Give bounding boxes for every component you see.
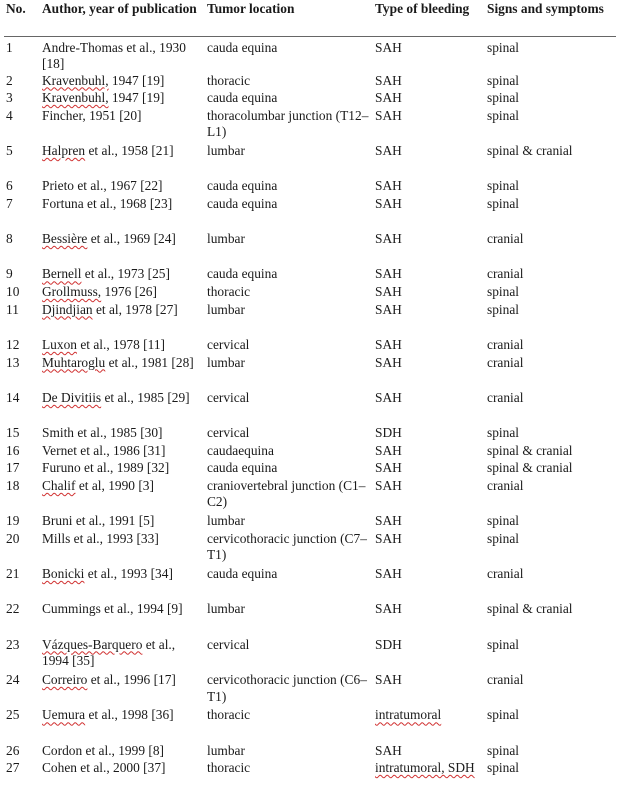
row-number: 16 xyxy=(6,442,20,458)
table-row xyxy=(4,707,616,742)
table-row xyxy=(4,284,616,302)
bleeding-type: SAH xyxy=(375,39,402,55)
author-cell xyxy=(40,601,205,636)
author-name: Vernet et al., xyxy=(42,442,110,458)
author-cell xyxy=(40,566,205,601)
author-cell xyxy=(40,513,205,531)
author-rest: 1976 [26] xyxy=(101,284,157,300)
author-name: Chalif xyxy=(42,477,76,493)
author-cell xyxy=(40,460,205,478)
author-cell xyxy=(40,637,205,672)
row-number: 22 xyxy=(6,601,20,617)
row-number: 3 xyxy=(6,90,13,106)
author-rest: 1999 [8] xyxy=(114,742,164,758)
author-name: Cummings et al., xyxy=(42,601,134,617)
author-rest: 1947 [19] xyxy=(108,90,165,106)
author-rest: 2000 [37] xyxy=(109,760,166,776)
signs-symptoms: spinal xyxy=(487,107,519,123)
author-name: Kravenbuhl, xyxy=(42,90,109,106)
table-row xyxy=(4,302,616,337)
signs-symptoms: spinal xyxy=(487,301,519,317)
author-name: Kravenbuhl, xyxy=(42,72,109,88)
author-rest: 1991 [5] xyxy=(105,513,155,529)
author-rest: 1951 [20] xyxy=(85,107,142,123)
row-number: 12 xyxy=(6,336,20,352)
bleeding-cell xyxy=(373,231,485,266)
row-number: 14 xyxy=(6,389,20,405)
signs-symptoms: spinal xyxy=(487,39,519,55)
author-cell xyxy=(40,743,205,761)
tumor-location: cauda equina xyxy=(207,266,278,282)
table-row xyxy=(4,513,616,531)
author-rest: et al, 1990 [3] xyxy=(75,477,154,493)
row-number: 9 xyxy=(6,266,13,282)
author-rest: et al., 1996 [17] xyxy=(87,672,176,687)
bleeding-cell xyxy=(373,302,485,337)
tumor-location: lumbar xyxy=(207,301,245,317)
signs-symptoms: cranial xyxy=(487,354,524,370)
bleeding-cell xyxy=(373,108,485,143)
table-row xyxy=(4,266,616,284)
bleeding-type: SAH xyxy=(375,389,402,405)
header-bleeding: Type of bleeding xyxy=(373,1,485,36)
author-rest: et al, 1978 [27] xyxy=(92,301,178,317)
row-number: 20 xyxy=(6,530,20,546)
bleeding-cell xyxy=(373,760,485,795)
tumor-location: cervical xyxy=(207,389,250,405)
signs-symptoms: spinal xyxy=(487,760,519,776)
bleeding-type: SAH xyxy=(375,142,402,158)
tumor-location: cauda equina xyxy=(207,90,278,106)
bleeding-type: SAH xyxy=(375,460,402,476)
signs-symptoms: cranial xyxy=(487,477,524,493)
tumor-location: thoracic xyxy=(207,284,251,300)
author-cell xyxy=(40,672,205,707)
table-row xyxy=(4,90,616,108)
author-cell xyxy=(40,231,205,266)
bleeding-type: SAH xyxy=(375,72,402,88)
header-row xyxy=(4,1,616,36)
table-row xyxy=(4,108,616,143)
tumor-location: cauda equina xyxy=(207,195,278,211)
table-row xyxy=(4,337,616,355)
bleeding-type: SAH xyxy=(375,530,402,546)
author-rest: et al., 1993 [34] xyxy=(84,566,173,582)
tumor-location: lumbar xyxy=(207,354,245,370)
tumor-location: lumbar xyxy=(207,742,245,758)
tumor-location: cervical xyxy=(207,336,250,352)
author-cell xyxy=(40,531,205,566)
row-number: 6 xyxy=(6,178,13,194)
author-rest: 1968 [23] xyxy=(116,195,173,211)
bleeding-cell xyxy=(373,601,485,636)
author-cell xyxy=(40,143,205,178)
tumor-location: cervical xyxy=(207,425,250,441)
bleeding-cell xyxy=(373,390,485,425)
row-number: 24 xyxy=(6,672,20,687)
bleeding-cell xyxy=(373,566,485,601)
row-number: 11 xyxy=(6,301,19,317)
tumor-location: thoracic xyxy=(207,707,251,723)
tumor-location: cauda equina xyxy=(207,39,278,55)
bleeding-cell xyxy=(373,637,485,672)
author-cell xyxy=(40,443,205,461)
signs-symptoms: cranial xyxy=(487,389,524,405)
author-name: Djindjian xyxy=(42,301,93,317)
author-cell xyxy=(40,337,205,355)
tumor-location: thoracolumbar junction (T12–L1) xyxy=(207,107,369,140)
table-body xyxy=(4,36,616,795)
row-number: 27 xyxy=(6,760,20,776)
row-number: 19 xyxy=(6,513,20,529)
author-rest: et al., 1994 [35] xyxy=(42,636,176,669)
tumor-location: thoracic xyxy=(207,760,251,776)
author-cell xyxy=(40,707,205,742)
bleeding-type: SDH xyxy=(375,425,402,441)
signs-symptoms: cranial xyxy=(487,231,524,247)
author-rest: et al., 1985 [29] xyxy=(101,389,190,405)
row-number: 15 xyxy=(6,425,20,441)
author-name: Prieto et al., xyxy=(42,178,107,194)
signs-symptoms: spinal xyxy=(487,530,519,546)
author-cell xyxy=(40,390,205,425)
bleeding-cell xyxy=(373,478,485,513)
author-cell xyxy=(40,266,205,284)
author-rest: 1989 [32] xyxy=(113,460,170,476)
table-row xyxy=(4,231,616,266)
header-location: Tumor location xyxy=(205,1,373,36)
author-cell xyxy=(40,108,205,143)
header-author: Author, year of publication xyxy=(40,1,205,36)
tumor-location: lumbar xyxy=(207,601,245,617)
author-name: Bruni et al., xyxy=(42,513,106,529)
author-cell xyxy=(40,355,205,390)
signs-symptoms: spinal & cranial xyxy=(487,142,573,158)
bleeding-cell xyxy=(373,425,485,443)
table-row xyxy=(4,355,616,390)
signs-symptoms: spinal & cranial xyxy=(487,442,573,458)
author-cell xyxy=(40,284,205,302)
signs-symptoms: spinal xyxy=(487,90,519,106)
bleeding-type: SAH xyxy=(375,336,402,352)
tumor-location: cauda equina xyxy=(207,178,278,194)
header-no: No. xyxy=(4,1,40,36)
row-number: 18 xyxy=(6,477,20,493)
tumor-location: cervicothoracic junction (C6–T1) xyxy=(207,672,367,704)
author-rest: 1930 [18] xyxy=(42,39,186,71)
table-row xyxy=(4,566,616,601)
author-name: Cordon et al., xyxy=(42,742,115,758)
table-row xyxy=(4,637,616,672)
bleeding-cell xyxy=(373,178,485,196)
bleeding-cell xyxy=(373,672,485,707)
author-name: Vázques-Barquero xyxy=(42,636,143,652)
author-name: Muhtaroglu xyxy=(42,354,106,370)
tumor-location: lumbar xyxy=(207,231,245,247)
tumor-location: lumbar xyxy=(207,513,245,529)
author-cell xyxy=(40,196,205,231)
bleeding-cell xyxy=(373,90,485,108)
bleeding-cell xyxy=(373,743,485,761)
bleeding-type: intratumoral xyxy=(375,707,442,723)
author-name: Uemura xyxy=(42,707,86,723)
header-signs: Signs and symptoms xyxy=(485,1,616,36)
bleeding-type: SAH xyxy=(375,601,402,617)
case-table xyxy=(4,1,616,795)
author-cell xyxy=(40,90,205,108)
row-number: 21 xyxy=(6,566,20,582)
signs-symptoms: spinal xyxy=(487,178,519,194)
bleeding-type: SAH xyxy=(375,231,402,247)
signs-symptoms: spinal xyxy=(487,284,519,300)
tumor-location: lumbar xyxy=(207,142,245,158)
table-row xyxy=(4,390,616,425)
tumor-location: cauda equina xyxy=(207,566,278,582)
table-header xyxy=(4,1,616,36)
signs-symptoms: spinal xyxy=(487,425,519,441)
bleeding-type: SAH xyxy=(375,742,402,758)
bleeding-cell xyxy=(373,196,485,231)
signs-symptoms: spinal xyxy=(487,636,519,652)
signs-symptoms: spinal xyxy=(487,742,519,758)
table-row xyxy=(4,760,616,795)
bleeding-type: intratumoral, SDH xyxy=(375,760,475,776)
bleeding-cell xyxy=(373,707,485,742)
row-number: 25 xyxy=(6,707,20,723)
row-number: 7 xyxy=(6,195,13,211)
table-row xyxy=(4,601,616,636)
signs-symptoms: cranial xyxy=(487,672,524,687)
author-rest: et al., 1981 [28] xyxy=(105,354,194,370)
author-name: Luxon xyxy=(42,336,77,352)
bleeding-cell xyxy=(373,143,485,178)
bleeding-cell xyxy=(373,460,485,478)
author-name: Cohen et al., xyxy=(42,760,110,776)
author-name: Grollmuss, xyxy=(42,284,102,300)
bleeding-type: SAH xyxy=(375,284,402,300)
row-number: 8 xyxy=(6,231,13,247)
author-rest: et al., 1998 [36] xyxy=(85,707,174,723)
author-rest: 1994 [9] xyxy=(133,601,183,617)
author-cell xyxy=(40,478,205,513)
bleeding-type: SAH xyxy=(375,195,402,211)
tumor-location: cervicothoracic junction (C7–T1) xyxy=(207,530,367,563)
signs-symptoms: cranial xyxy=(487,266,524,282)
bleeding-cell xyxy=(373,513,485,531)
bleeding-cell xyxy=(373,284,485,302)
bleeding-type: SAH xyxy=(375,178,402,194)
author-cell xyxy=(40,178,205,196)
table-row xyxy=(4,36,616,73)
bleeding-cell xyxy=(373,337,485,355)
row-number: 4 xyxy=(6,107,13,123)
author-name: Bernell xyxy=(42,266,82,282)
bleeding-type: SAH xyxy=(375,301,402,317)
bleeding-cell xyxy=(373,443,485,461)
author-rest: 1986 [31] xyxy=(109,442,166,458)
row-number: 2 xyxy=(6,72,13,88)
author-cell xyxy=(40,425,205,443)
bleeding-type: SAH xyxy=(375,442,402,458)
author-name: Correiro xyxy=(42,672,88,687)
author-cell xyxy=(40,302,205,337)
signs-symptoms: cranial xyxy=(487,336,524,352)
bleeding-cell xyxy=(373,531,485,566)
author-name: Smith et al., xyxy=(42,425,107,441)
row-number: 13 xyxy=(6,354,20,370)
author-cell xyxy=(40,760,205,795)
table-row xyxy=(4,743,616,761)
tumor-location: thoracic xyxy=(207,72,251,88)
author-name: Andre-Thomas et al., xyxy=(42,39,156,55)
bleeding-cell xyxy=(373,266,485,284)
author-name: De Divitiis xyxy=(42,389,102,405)
table-row xyxy=(4,425,616,443)
signs-symptoms: spinal & cranial xyxy=(487,601,573,617)
author-name: Mills et al., xyxy=(42,530,103,546)
tumor-location: caudaequina xyxy=(207,442,274,458)
tumor-location: cauda equina xyxy=(207,460,278,476)
author-name: Fortuna et al., xyxy=(42,195,117,211)
author-name: Fincher, xyxy=(42,107,86,123)
bleeding-type: SAH xyxy=(375,354,402,370)
bleeding-type: SAH xyxy=(375,107,402,123)
bleeding-type: SAH xyxy=(375,513,402,529)
table-row xyxy=(4,443,616,461)
author-rest: 1993 [33] xyxy=(103,530,159,546)
table-row xyxy=(4,531,616,566)
row-number: 26 xyxy=(6,742,20,758)
tumor-location: cervical xyxy=(207,636,250,652)
bleeding-type: SAH xyxy=(375,90,402,106)
author-rest: et al., 1978 [11] xyxy=(76,336,165,352)
signs-symptoms: spinal xyxy=(487,72,519,88)
author-name: Furuno et al., xyxy=(42,460,114,476)
table-row xyxy=(4,143,616,178)
row-number: 1 xyxy=(6,39,13,55)
author-rest: et al., 1969 [24] xyxy=(87,231,176,247)
row-number: 10 xyxy=(6,284,20,300)
author-name: Halpren xyxy=(42,142,86,158)
bleeding-type: SAH xyxy=(375,266,402,282)
bleeding-type: SAH xyxy=(375,477,402,493)
table-row xyxy=(4,73,616,91)
author-cell xyxy=(40,73,205,91)
author-name: Bessière xyxy=(42,231,88,247)
row-number: 23 xyxy=(6,636,20,652)
table-row xyxy=(4,178,616,196)
signs-symptoms: cranial xyxy=(487,566,524,582)
row-number: 17 xyxy=(6,460,20,476)
table-row xyxy=(4,460,616,478)
author-rest: et al., 1973 [25] xyxy=(81,266,170,282)
author-rest: 1985 [30] xyxy=(106,425,163,441)
bleeding-type: SAH xyxy=(375,566,402,582)
row-number: 5 xyxy=(6,142,13,158)
table-row xyxy=(4,196,616,231)
bleeding-cell xyxy=(373,73,485,91)
table-row xyxy=(4,672,616,707)
bleeding-type: SDH xyxy=(375,636,402,652)
signs-symptoms: spinal xyxy=(487,513,519,529)
signs-symptoms: spinal & cranial xyxy=(487,460,573,476)
signs-symptoms: spinal xyxy=(487,707,519,723)
signs-symptoms: spinal xyxy=(487,195,519,211)
bleeding-cell xyxy=(373,36,485,73)
bleeding-cell xyxy=(373,355,485,390)
author-name: Bonicki xyxy=(42,566,85,582)
tumor-location: craniovertebral junction (C1–C2) xyxy=(207,477,366,510)
author-rest: et al., 1958 [21] xyxy=(85,142,174,158)
author-rest: 1967 [22] xyxy=(106,178,163,194)
bleeding-type: SAH xyxy=(375,672,402,687)
author-cell xyxy=(40,36,205,73)
table-row xyxy=(4,478,616,513)
author-rest: 1947 [19] xyxy=(108,72,165,88)
